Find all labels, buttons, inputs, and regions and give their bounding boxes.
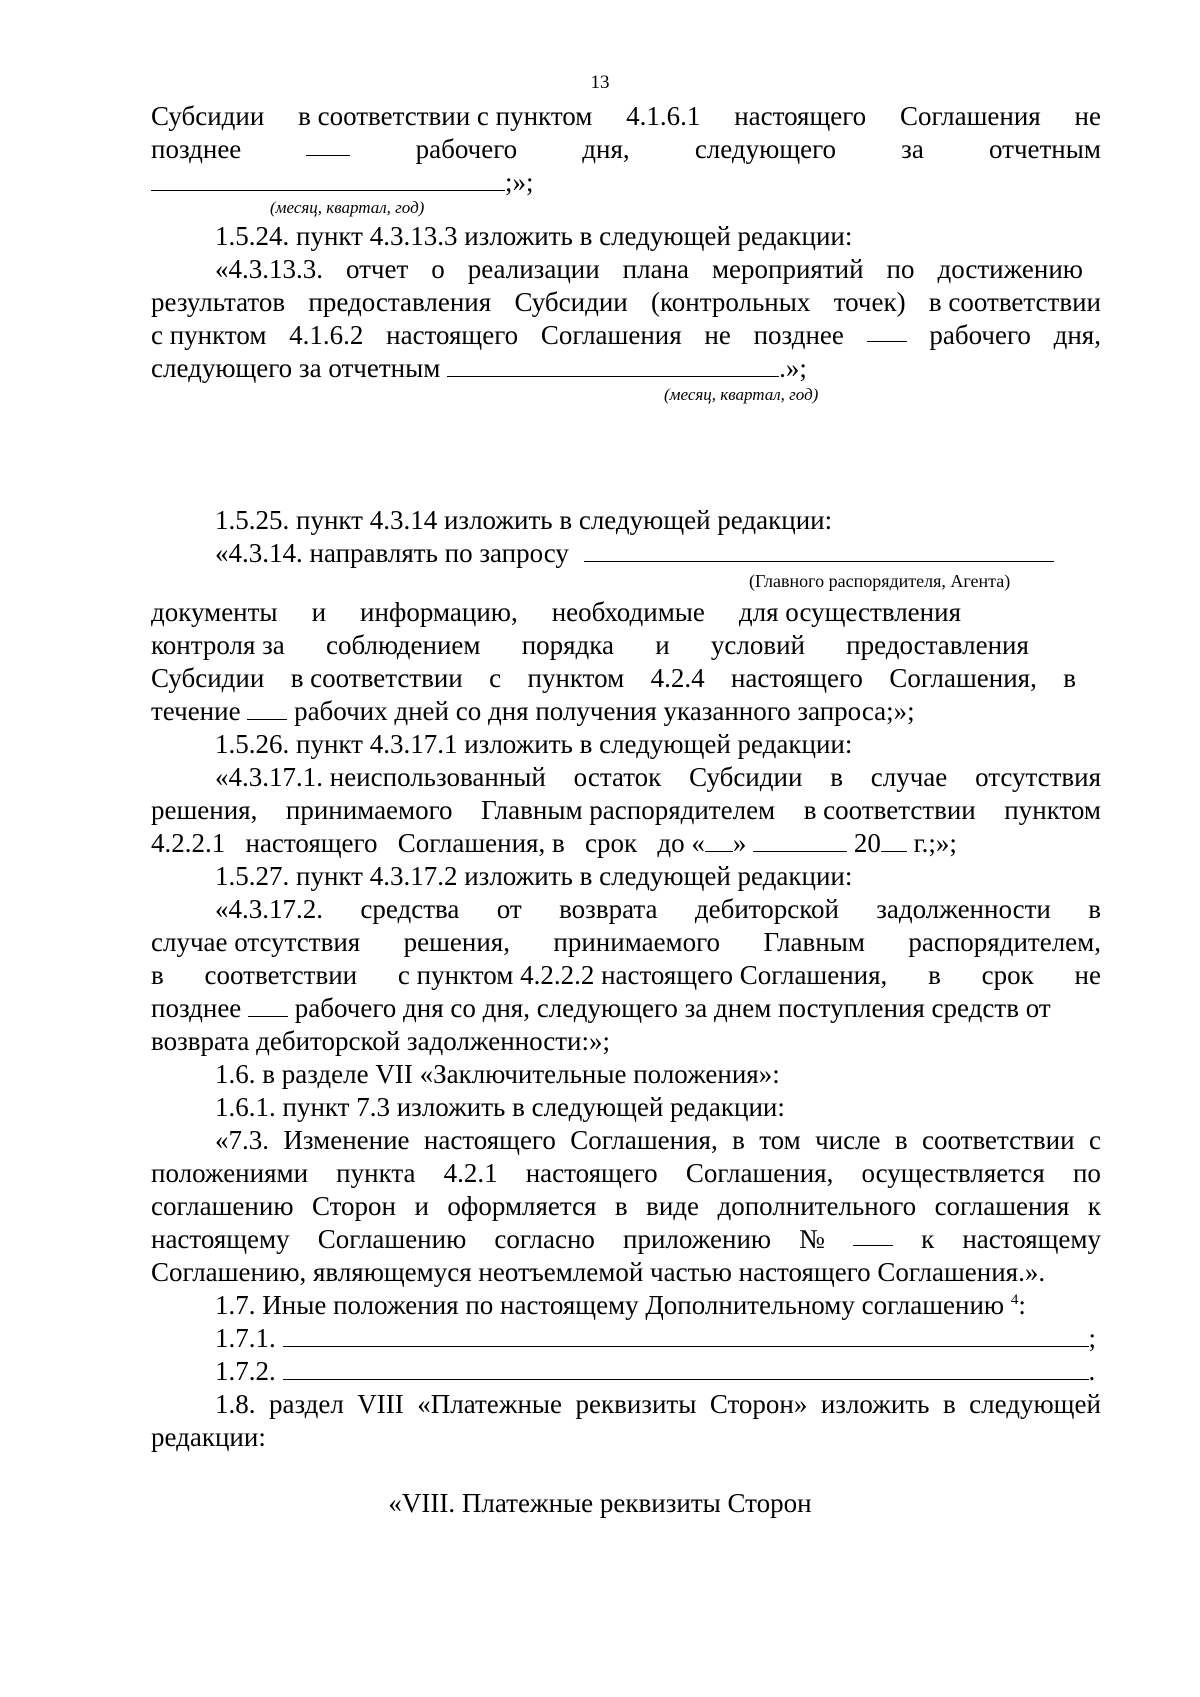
word: достижению [937, 254, 1083, 284]
word: Главным распорядителем [481, 795, 776, 825]
word: с пунктом [151, 320, 267, 350]
field-caption: (Главного распорядителя, Агента) [749, 571, 1011, 591]
blank-field [247, 697, 287, 720]
word: для осуществления [738, 597, 961, 627]
text-line: 1.5.27. пункт 4.3.17.2 изложить в следующей редакции: [215, 861, 853, 891]
word: и [414, 1191, 429, 1221]
text-line: 1.6. в разделе VII «Заключительные положения»: [215, 1059, 780, 1089]
text-line [151, 286, 1101, 318]
word: осуществляется [861, 1158, 1045, 1188]
word: случае [870, 762, 948, 792]
word: «4.3.17.1. неиспользованный [215, 762, 546, 792]
text-line [151, 352, 1101, 384]
word: с пунктом 4.2.2.2 настоящего Соглашения, [397, 960, 888, 990]
word: принимаемого [285, 795, 453, 825]
text-line [151, 695, 1101, 727]
text-line [215, 1388, 1101, 1420]
text-line [215, 537, 1101, 569]
word: в [614, 1191, 628, 1221]
word: виде [646, 1191, 700, 1221]
word: дня, [1053, 320, 1101, 350]
word: по [1072, 1158, 1101, 1188]
word: Субсидии [151, 101, 265, 131]
word: не [1074, 101, 1101, 131]
word: рабочего [415, 134, 518, 164]
word: Субсидии [514, 287, 628, 317]
word: срок [981, 960, 1034, 990]
text-line: 1.6.1. пункт 7.3 изложить в следующей редакции: [215, 1092, 785, 1122]
text-line [215, 761, 1101, 793]
word: в [1088, 894, 1101, 924]
word: в соответствии [928, 287, 1101, 317]
word: в [1063, 663, 1076, 693]
word: решения, [151, 795, 258, 825]
word: и [311, 597, 327, 627]
word: до « [657, 828, 705, 858]
word: 4.2.1 [443, 1158, 498, 1188]
blank-field [283, 1324, 1089, 1347]
word: рабочего дня со дня, следующего за днем поступления средств от [294, 993, 1051, 1023]
word: по [886, 254, 915, 284]
text-line: редакции: [151, 1422, 266, 1452]
word: средства [360, 894, 460, 924]
word: Соглашения [899, 101, 1041, 131]
word: » [732, 828, 747, 858]
word: настоящего [525, 1158, 658, 1188]
word: настоящего [730, 663, 863, 693]
word: условий [710, 630, 805, 660]
text-line [151, 319, 1101, 351]
text-line [151, 133, 1101, 165]
text-line [151, 992, 1101, 1024]
word: с [489, 663, 502, 693]
word: Соглашения [540, 320, 682, 350]
word: дня, [582, 134, 630, 164]
word: : [1018, 1290, 1026, 1320]
word: пунктом [527, 663, 625, 693]
blank-field [705, 829, 733, 852]
word: Сторон» [709, 1389, 808, 1419]
word: 1.7.1. [215, 1323, 276, 1353]
word: позднее [753, 320, 844, 350]
word: о [431, 254, 445, 284]
field-caption: (месяц, квартал, год) [664, 385, 819, 404]
word: течение [151, 696, 241, 726]
word: с [1088, 1125, 1101, 1155]
text-line [151, 166, 1101, 198]
word: .»; [779, 353, 807, 383]
word: рабочего [929, 320, 1031, 350]
word: настоящего [245, 828, 378, 858]
word: дебиторской [694, 894, 839, 924]
word: ;»; [505, 167, 534, 197]
word: 4.1.6.1 [626, 101, 701, 131]
word: Соглашения, [570, 1125, 718, 1155]
word: реализации [467, 254, 600, 284]
word: «4.3.14. направлять по запросу [215, 538, 569, 568]
footnote-mark[interactable]: 4 [1010, 1292, 1019, 1308]
text-line [151, 100, 1101, 132]
text-line: 1.5.24. пункт 4.3.13.3 изложить в следующей редакции: [215, 221, 853, 251]
word: настоящего [734, 101, 867, 131]
word: 1.7. Иные положения по настоящему Дополнительному соглашению [215, 1290, 1005, 1320]
word: в [151, 960, 164, 990]
word: приложению [623, 1224, 772, 1254]
word: позднее [151, 134, 242, 164]
word: ; [1088, 1323, 1097, 1353]
word: Сторон [311, 1191, 396, 1221]
word: 4.1.6.2 [289, 320, 364, 350]
text-line [151, 794, 1101, 826]
word: отсутствия [975, 762, 1101, 792]
word: Соглашения, в [397, 828, 565, 858]
word: «4.3.13.3. [215, 254, 323, 284]
word: раздел [268, 1389, 344, 1419]
word: настоящего [386, 320, 519, 350]
blank-field [853, 1223, 893, 1246]
word: 1.7.2. [215, 1356, 276, 1386]
word: задолженности [876, 894, 1051, 924]
section-heading: «VIII. Платежные реквизиты Сторон [388, 1488, 812, 1518]
word: Соглашению [317, 1224, 467, 1254]
blank-field [306, 133, 350, 156]
word: числе [815, 1125, 881, 1155]
word: пунктом [1004, 795, 1101, 825]
word: Субсидии [689, 762, 803, 792]
text-line [151, 629, 1029, 661]
word: предоставления [308, 287, 492, 317]
word: реквизиты [575, 1389, 697, 1419]
word: к [921, 1224, 935, 1254]
text-line: возврата дебиторской задолженности:»; [151, 1026, 610, 1056]
word: отчет [345, 254, 409, 284]
blank-field [584, 539, 1054, 562]
blank-field [151, 168, 505, 191]
word: соглашению [151, 1191, 294, 1221]
word: в соответствии с пунктом [298, 101, 593, 131]
blank-field [447, 354, 779, 377]
word: за [901, 134, 924, 164]
word: соглашения [934, 1191, 1070, 1221]
text-line [151, 662, 1076, 694]
word: пункта [336, 1158, 416, 1188]
text-line [151, 1190, 1101, 1222]
word: информацию, [360, 597, 518, 627]
word: Изменение [283, 1125, 410, 1155]
word: отчетным [989, 134, 1101, 164]
word: настоящего [423, 1125, 556, 1155]
text-line: 1.5.26. пункт 4.3.17.1 изложить в следующей редакции: [215, 729, 853, 759]
text-line [215, 1124, 1101, 1156]
text-line [151, 1157, 1101, 1189]
text-line [215, 1355, 1101, 1387]
word: точек) [833, 287, 906, 317]
word: и [655, 630, 670, 660]
word: не [704, 320, 731, 350]
word: соответствии [922, 1125, 1075, 1155]
word: принимаемого [553, 927, 721, 957]
word: . [1088, 1356, 1096, 1386]
word: к [1087, 1191, 1101, 1221]
word: следующей [969, 1389, 1101, 1419]
blank-field [753, 829, 847, 852]
word: срок [584, 828, 638, 858]
word: необходимые [551, 597, 705, 627]
word: «Платежные [417, 1389, 563, 1419]
word: Главным [763, 927, 865, 957]
text-line: 1.5.25. пункт 4.3.14 изложить в следующей редакции: [215, 505, 833, 535]
word: рабочих дней со дня получения указанного запроса;»; [294, 696, 915, 726]
word: порядка [521, 630, 614, 660]
word: в [928, 960, 941, 990]
word: мероприятий [711, 254, 864, 284]
word: распорядителем, [908, 927, 1101, 957]
word: оформляется [447, 1191, 597, 1221]
word: документы [151, 597, 278, 627]
word: 20 [853, 828, 881, 858]
word: изложить [820, 1389, 930, 1419]
word: плана [622, 254, 689, 284]
word: положениями [151, 1158, 309, 1188]
word: соответствии [204, 960, 358, 990]
word: от [496, 894, 522, 924]
blank-field [283, 1357, 1089, 1380]
word: Соглашения, [889, 663, 1037, 693]
word: настоящему [151, 1224, 290, 1254]
word: г.;»; [913, 828, 957, 858]
word: в [942, 1389, 956, 1419]
text-line [215, 1289, 1101, 1321]
word: соблюдением [325, 630, 481, 660]
word: в [894, 1125, 908, 1155]
text-line [151, 1223, 1101, 1255]
word: «7.3. [215, 1125, 269, 1155]
word: том [759, 1125, 801, 1155]
word: не [1074, 960, 1101, 990]
text-line [215, 1322, 1101, 1354]
text-line [151, 596, 961, 628]
page-number: 13 [590, 72, 610, 93]
word: Субсидии [151, 663, 265, 693]
word: настоящему [962, 1224, 1101, 1254]
word: позднее [151, 993, 242, 1023]
word: следующего за отчетным [151, 353, 441, 383]
text-line [151, 926, 1101, 958]
word: в [732, 1125, 745, 1155]
word: остаток [573, 762, 662, 792]
word: 4.2.2.1 [151, 828, 226, 858]
word: в соответствии [803, 795, 976, 825]
word: решения, [403, 927, 510, 957]
word: контроля за [151, 630, 285, 660]
text-line [151, 959, 1101, 991]
word: 4.2.4 [650, 663, 705, 693]
word: в [830, 762, 843, 792]
word: в соответствии [290, 663, 463, 693]
word: результатов [151, 287, 286, 317]
text-line [215, 893, 1101, 925]
blank-field [867, 319, 907, 342]
word: № [799, 1224, 825, 1254]
word: предоставления [846, 630, 1029, 660]
word: Соглашения, [685, 1158, 834, 1188]
blank-field [248, 994, 288, 1017]
text-line: Соглашению, являющемуся неотъемлемой частью настоящего Соглашения.». [151, 1257, 1046, 1287]
text-line [151, 827, 1101, 859]
word: следующего [694, 134, 836, 164]
word: согласно [494, 1224, 595, 1254]
word: (контрольных [651, 287, 811, 317]
word: «4.3.17.2. [215, 894, 323, 924]
word: дополнительного [717, 1191, 917, 1221]
field-caption: (месяц, квартал, год) [270, 198, 425, 217]
word: возврата [559, 894, 658, 924]
blank-field [881, 829, 907, 852]
text-line [215, 253, 1083, 285]
word: 1.8. [215, 1389, 256, 1419]
word: VIII [357, 1389, 404, 1419]
word: случае отсутствия [151, 927, 361, 957]
